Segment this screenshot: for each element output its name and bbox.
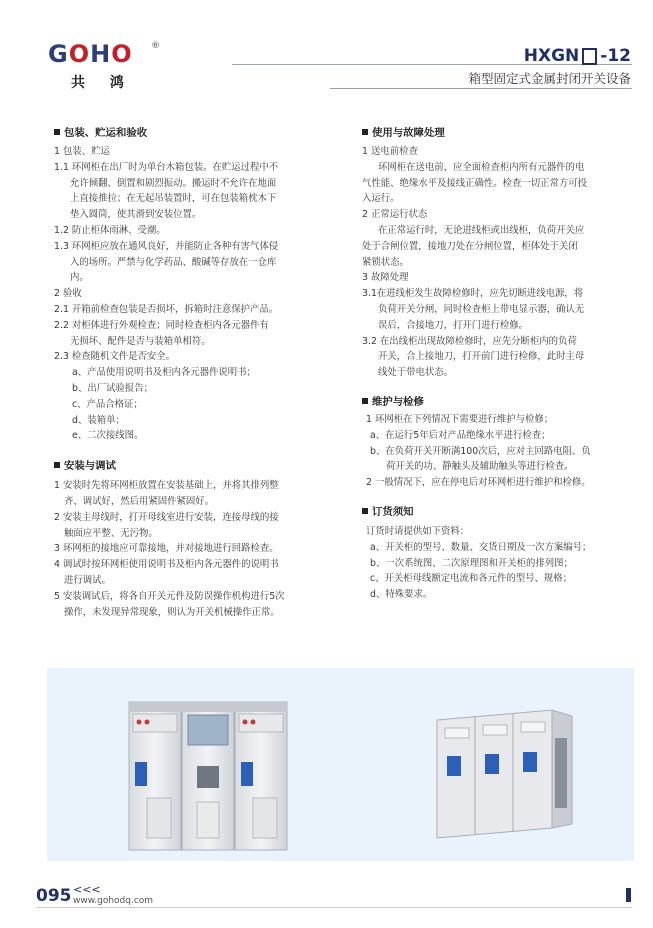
footer-arrows: <<< (73, 883, 101, 896)
list-item: 2 验收 (54, 288, 82, 300)
list-item: 气性能、绝缘水平及接线正确性。检查一切正常方可投 (362, 177, 588, 189)
list-item: b、在负荷开关开断满100次后，应对主回路电阻、负 (370, 445, 591, 457)
list-item: a、产品使用说明书及柜内各元器件说明书； (72, 367, 256, 379)
list-item: 1 环网柜在下列情况下需要进行维护与检修； (366, 413, 554, 425)
registered-mark: ® (151, 41, 160, 51)
page-subtitle: 箱型固定式金属封闭开关设备 (468, 71, 631, 86)
list-item: b、出厂试验报告； (72, 382, 153, 394)
list-item: 负荷开关分闸，同时检查柜上带电显示器，确认无 (378, 303, 585, 315)
list-item: 进行调试。 (64, 574, 111, 586)
list-item: 2 安装主母线时，打开母线室进行安装，连接母线的接 (54, 511, 279, 523)
brand-logo: GOHO (48, 40, 133, 68)
list-item: 3.2 在出线柜出现故障检修时，应先分断柜内的负荷 (362, 335, 577, 347)
list-item: 5 安装调试后，将各自开关元件及防误操作机构进行5次 (54, 590, 285, 602)
left-column (54, 125, 329, 620)
list-item: 触面应平整、无污物。 (64, 527, 158, 539)
section-title-packaging: 包装、贮运和验收 (54, 125, 329, 141)
list-item: 处于合闸位置，接地刀处在分闸位置，柜体处于关闭 (362, 240, 578, 252)
list-item: 2.3 检查随机文件是否安全。 (54, 351, 176, 363)
list-item: 允许倾翻、倒置和剧烈振动。搬运时不允许在地面 (70, 177, 277, 189)
list-item: 1 安装时先将环网柜放置在安装基础上，并将其排列整 (54, 480, 279, 492)
list-item: c、产品合格证； (72, 398, 143, 410)
list-item: 齐、调试好，然后用紧固件紧固好。 (64, 495, 215, 507)
list-item: 订货时请提供如下资料： (366, 525, 470, 537)
list-item: 1.2 防止柜体雨淋、受潮。 (54, 224, 166, 236)
list-item: 操作，未发现异常现象，则认为开关机械操作正常。 (64, 606, 280, 618)
list-item: 开关，合上接地刀，打开前门进行检修，此时主母 (378, 351, 585, 363)
list-item: 误后，合接地刀，打开门进行检修。 (378, 319, 529, 331)
list-item: c、开关柜母线额定电流和各元件的型号、规格； (370, 573, 573, 585)
list-item: 1.3 环网柜应放在通风良好，并能防止各种有害气体侵 (54, 240, 279, 252)
footer-divider (36, 907, 632, 908)
list-item: 入的场所。严禁与化学药品、酸碱等存放在一仓库 (70, 256, 277, 268)
list-item: e、二次接线图。 (72, 430, 144, 442)
model-title (524, 46, 631, 66)
list-item: 2 一般情况下，应在停电后对环网柜进行维护和检修。 (366, 477, 591, 489)
list-item: 3 环网柜的接地应可靠接地，并对接地进行回路检查。 (54, 543, 279, 555)
list-item: 1 包装、贮运 (54, 146, 110, 157)
section-title-ordering: 订货须知 (362, 504, 634, 520)
section-title-operation: 使用与故障处理 (362, 125, 634, 141)
list-item: 2 正常运行状态 (362, 209, 428, 221)
section-title-maintenance: 维护与检修 (362, 394, 634, 410)
model-box-icon (582, 48, 597, 65)
list-item: 3.1在进线柜发生故障检修时，应先切断进线电源，将 (362, 288, 584, 300)
list-item: a、在运行5年后对产品绝缘水平进行检查； (370, 429, 551, 441)
list-item: a、开关柜的型号、数量、交货日期及一次方案编号； (370, 541, 592, 553)
list-item: 2.1 开箱前检查包装是否损坏，拆箱时注意保护产品。 (54, 303, 279, 315)
list-item: 环网柜在送电前，应全面检查柜内所有元器件的电 (378, 161, 585, 173)
model-prefix: HXGN (523, 46, 580, 66)
list-item: 3 故障处理 (362, 272, 409, 284)
list-item: d、特殊要求。 (370, 589, 433, 601)
list-item: 2.2 对柜体进行外观检查；同时检查柜内各元器件有 (54, 319, 269, 331)
list-item: 4 调试时按环网柜使用说明书及柜内各元器件的说明书 (54, 559, 279, 571)
list-item: 入运行。 (362, 193, 400, 205)
list-item: b、一次系统图、二次原理图和开关柜的排列图； (370, 557, 573, 569)
list-item: 内。 (70, 272, 89, 284)
list-item: 垫入圆筒，使其滑到安装位置。 (70, 209, 202, 221)
list-item: 1 送电前检查 (362, 146, 418, 157)
subtitle-underline (330, 88, 632, 89)
model-suffix: -12 (600, 46, 631, 66)
list-item: d、装箱单； (72, 414, 125, 426)
list-item: 紧锁状态。 (362, 256, 409, 268)
list-item: 无损坏、配件是否与装箱单相符。 (70, 335, 211, 347)
footer-marker (626, 888, 631, 902)
page-number: 095 (36, 886, 72, 906)
brand-name-cn: 共 鸿 (71, 75, 134, 91)
right-column (362, 125, 634, 603)
list-item: 1.1 环网柜在出厂时为单台木箱包装。在贮运过程中不 (54, 161, 279, 173)
list-item: 在正常运行时，无论进线柜或出线柜，负荷开关应 (378, 224, 585, 236)
footer-url[interactable]: www.gohodq.com (73, 896, 154, 906)
list-item: 线处于带电状态。 (378, 367, 454, 379)
list-item: 上直接推拉；在无起吊装置时，可在包装箱枕木下 (70, 193, 277, 205)
switchgear-front-photo (47, 668, 634, 861)
section-title-installation: 安装与调试 (54, 458, 329, 474)
product-photo-panel (47, 668, 634, 861)
list-item: 荷开关的功、静触头及辅助触头等进行检查。 (386, 461, 574, 473)
